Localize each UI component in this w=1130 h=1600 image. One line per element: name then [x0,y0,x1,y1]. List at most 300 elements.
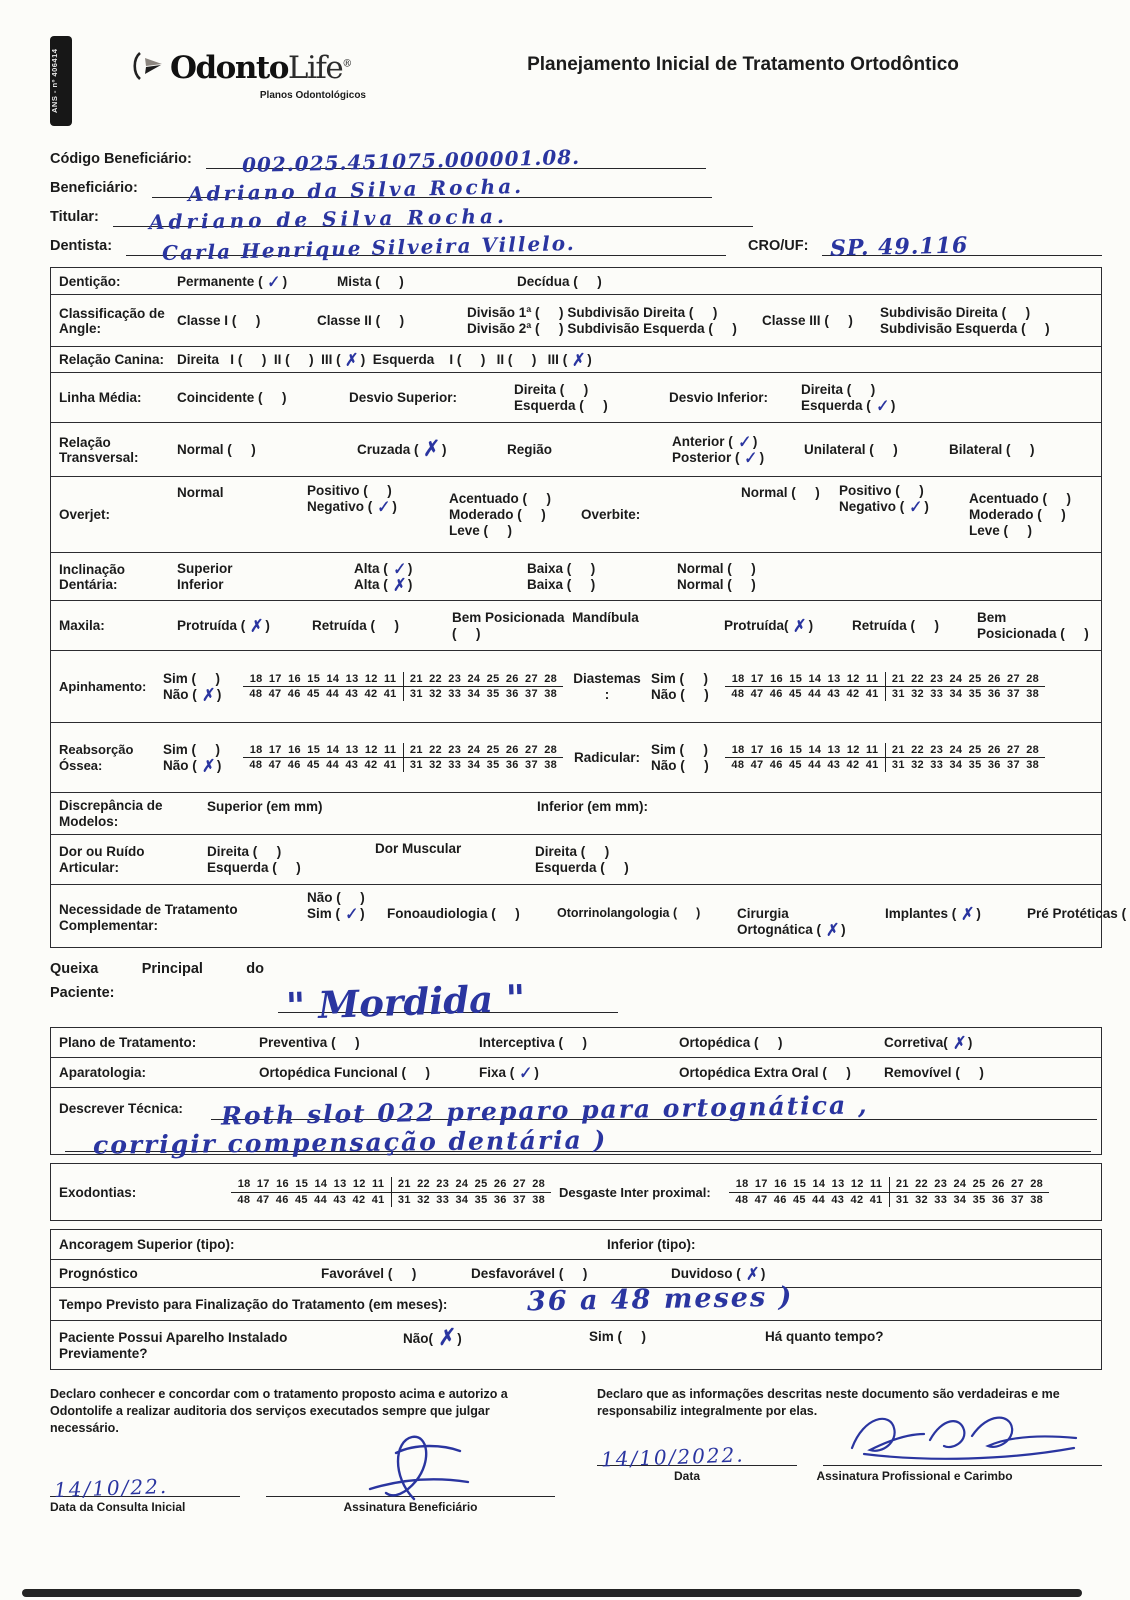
diastemas-label [563,671,651,702]
checkbox-divisao1 [467,305,564,320]
checkbox-overjet-positivo [307,483,449,498]
date-value: 14/10/2022. [600,1442,746,1472]
row-plano [51,1028,1101,1058]
maxila-protruida-mark: ✗ [247,616,264,636]
reabsorcao-label-1: Reabsorção [59,742,134,757]
teeth-upper-left: 21 22 23 24 25 26 27 28 [403,743,563,757]
canina-iii1-label: III [321,352,333,367]
ortopedica-extra-oral-label: Ortopédica Extra Oral [679,1065,819,1080]
teeth-lower-right: 48 47 46 45 44 43 42 41 [237,1193,385,1206]
posterior-mark: ✓ [741,448,758,468]
checkbox-alta-inferior [354,575,527,595]
beneficiary-signature-label: Assinatura Beneficiário [343,1499,478,1514]
mandibula-bem-label1: Bem [977,610,1007,625]
transversal-label-text: Relação Transversal: [59,434,139,465]
radicular-nao-label: Não [651,758,677,773]
checkbox-subdiv-esquerda2 [880,321,1097,336]
declaration-left [50,1386,555,1514]
checkbox-implantes [885,904,1027,924]
canina-ii1-mark [294,364,306,366]
divisao2-mark [544,333,556,335]
subdiv-direita1-mark [697,317,709,319]
diastemas-nao-mark [689,699,701,701]
baixa-superior-mark [575,573,587,575]
dentista-value: Carla Henrique Silveira Villelo. [161,230,576,266]
checkbox-unilateral [804,442,949,457]
canina-esquerda-label: Esquerda [372,352,435,367]
exodontias-box [50,1163,1102,1221]
inclinacao-alta [354,559,527,595]
dor-direita-label: Direita [207,844,250,859]
ha-quanto-tempo-label: Há quanto tempo? [765,1329,884,1344]
checkbox-dinf-esquerda [801,396,1097,416]
radicular-simnao [651,742,725,773]
row-discrepancia [51,793,1101,835]
corretiva-mark: ✗ [950,1033,966,1053]
divisao2-label: Divisão 2ª [467,321,532,336]
overbite-pos-neg [839,479,969,517]
professional-signature-label: Assinatura Profissional e Carimbo [816,1468,1013,1483]
odontolife-logo [130,48,380,101]
necessidade-label-2: Complementar: [59,918,159,933]
aparatologia-label: Aparatologia: [59,1065,147,1080]
dor-articular-options [207,844,375,875]
divisao1-mark [544,317,556,319]
teeth-lower-right: 48 47 46 45 44 43 42 41 [249,688,397,700]
reabsorcao-sim-label: Sim [163,742,188,757]
checkbox-normal-transv [177,442,357,457]
declarations [50,1386,1102,1514]
checkbox-removivel [884,1065,1097,1080]
classe2-mark [384,325,396,327]
teeth-lower-left: 31 32 33 34 35 36 37 38 [403,758,563,772]
canina-ii1-label: II [273,352,282,367]
clinical-table [50,267,1118,948]
ancoragem-superior-label: Ancoragem Superior (tipo): [59,1237,235,1252]
preventiva-mark [340,1047,352,1049]
canina-direita-label: Direita [177,352,220,367]
maxila-bem-mark [461,638,473,640]
interceptiva-mark [567,1047,579,1049]
interceptiva-label: Interceptiva [479,1035,555,1050]
teeth-lower-right: 48 47 46 45 44 43 42 41 [735,1193,883,1206]
dsup-direita-mark [568,394,580,396]
checkbox-subdiv-direita1 [567,305,717,320]
checkbox-diastemas-nao [651,687,725,702]
teeth-lower-right: 48 47 46 45 44 43 42 41 [249,759,397,771]
checkbox-divisao2 [467,321,564,336]
inclinacao-baixa [527,561,677,592]
checkbox-permanente [177,271,337,292]
checkbox-corretiva [884,1033,1097,1053]
alta-inferior-label: Alta [354,577,380,592]
checkbox-classe3 [762,313,880,328]
maxila-retruida-label: Retruída [312,618,367,633]
declaration-right-text: Declaro que as informações descritas neste documento são verdadeiras e me responsabiliz integralmente por elas. [597,1387,1060,1418]
checkbox-dor-direita [207,844,375,859]
checkbox-alta-superior [354,559,527,579]
teeth-lower-left: 31 32 33 34 35 36 37 38 [889,1193,1049,1207]
checkbox-mandibula-retruida [852,618,977,633]
aparelho-label [59,1330,403,1361]
unilateral-mark [878,454,890,456]
apinhamento-nao-mark: ✗ [199,685,215,705]
beneficiario-label: Beneficiário: [50,180,138,196]
plano-box [50,1027,1102,1160]
tecnica-value-1: Roth slot 022 preparo para ortognática , [220,1090,869,1131]
muscular-esquerda-label: Esquerda [535,860,597,875]
cruzada-label: Cruzada [357,442,411,457]
teeth-upper-right: 18 17 16 15 14 13 12 11 [735,1178,883,1191]
subdiv-esquerda2-mark [1030,333,1042,335]
maxila-bem-label: Bem Posicionada [452,610,565,625]
angle-subdivisoes [880,305,1097,336]
canina-i1-label: I [230,352,235,367]
cruzada-mark: ✗ [420,436,441,462]
normal-superior-mark [736,573,748,575]
field-titular [50,198,1102,235]
necessidade-label-1: Necessidade de Tratamento [59,902,238,917]
checkbox-fonoaudiologia [387,906,557,921]
classe1-mark [240,325,252,327]
normal-superior-label: Normal [677,561,724,576]
necessidade-nao-label: Não [307,890,333,905]
subdiv-direita2-mark [1010,317,1022,319]
overbite-moderado-mark [1046,519,1058,521]
checkbox-necessidade-nao [307,890,1130,905]
checkbox-canina-esq-i [449,352,485,367]
checkbox-normal-superior [677,561,1097,576]
overbite-acentuado-label: Acentuado [969,491,1039,506]
overjet-negativo-label: Negativo [307,499,365,514]
transversal-label [59,435,177,465]
checkbox-mandibula-protruida [724,616,852,636]
row-exodontias [51,1164,1101,1220]
cirurgia-label-2: Ortognática [737,922,813,937]
overjet-positivo-mark [372,495,384,497]
linha-media-label: Linha Média: [59,390,142,405]
checkbox-cirurgia-ortognatica [737,906,885,940]
radicular-sim-label: Sim [651,742,676,757]
row-canina [51,347,1101,373]
cirurgia-label-1: Cirurgia [737,906,789,921]
dor-esquerda-label: Esquerda [207,860,269,875]
titular-value: Adriano de Silva Rocha. [148,203,508,235]
declaration-right [597,1386,1102,1514]
pre-proteticas-label: Pré Protéticas [1027,906,1118,921]
maxila-retruida-mark [379,630,391,632]
dentista-label: Dentista: [50,238,113,254]
teeth-upper-right: 18 17 16 15 14 13 12 11 [249,743,397,756]
maxila-bem-posicionada [452,610,724,641]
apinhamento-nao-label: Não [163,687,189,702]
queixa-word-4: Paciente: [50,985,115,1001]
checkbox-overbite-positivo [839,483,969,498]
teeth-grid-radicular [725,743,1045,773]
exodontias-label: Exodontias: [59,1184,137,1200]
cirurgia-mark: ✗ [823,920,839,940]
normal-inferior-label: Normal [677,577,724,592]
subdiv-esquerda1-mark [717,333,729,335]
normal-inferior-mark [736,589,748,591]
necessidade-options [307,890,1130,940]
dor-label-2: Articular: [59,860,120,875]
anterior-label: Anterior [672,434,725,449]
teeth-lower-left: 31 32 33 34 35 36 37 38 [885,687,1045,701]
row-denticao [51,268,1101,295]
subdiv-esquerda1-label: Subdivisão Esquerda [567,321,705,336]
radicular-sim-mark [688,754,700,756]
tecnica-value-2: corrigir compensação dentária ) [92,1125,608,1160]
classe3-label: Classe III [762,313,821,328]
dor-muscular-options [535,844,1097,875]
date-line [597,1440,797,1472]
checkbox-overjet-moderado [449,507,581,522]
teeth-lower-left: 31 32 33 34 35 36 37 38 [885,758,1045,772]
field-dentista [50,227,1102,266]
teeth-lower-left: 31 32 33 34 35 36 37 38 [403,687,563,701]
row-aparatologia [51,1058,1101,1088]
mista-mark [384,285,396,287]
dinf-direita-mark [855,394,867,396]
checkbox-radicular-nao [651,758,725,773]
declaration-left-text: Declaro conhecer e concordar com o tratamento proposto acima e autorizo a Odontolife a realizar auditoria dos serviços executados sempre que julgar necessário. [50,1387,508,1435]
row-ancoragem [51,1230,1101,1260]
consulta-date-value: 14/10/22. [53,1473,169,1502]
professional-signature-line [823,1440,1102,1466]
beneficiary-signature-line [266,1471,555,1497]
subdiv-direita2-label: Subdivisão Direita [880,305,998,320]
tecnica-label: Descrever Técnica: [59,1101,183,1116]
dinf-esquerda-mark: ✓ [873,396,889,416]
ancoragem-inferior-label: Inferior (tipo): [607,1237,696,1252]
checkbox-subdiv-esquerda1 [567,321,737,336]
teeth-grid-diastemas [725,672,1045,702]
angle-divisoes [467,305,762,336]
apinhamento-simnao [163,671,243,705]
fixa-label: Fixa [479,1065,507,1080]
dentista-line [126,229,726,266]
discrepancia-inferior-label: Inferior (em mm): [537,799,649,814]
checkbox-canina-dir-i [230,352,266,367]
checkbox-mista [337,274,517,289]
diastemas-nao-label: Não [651,687,677,702]
checkbox-overbite-acentuado [969,491,1097,506]
desfavoravel-mark [567,1278,579,1280]
checkbox-overjet-acentuado [449,491,581,506]
canina-iii2-mark: ✗ [569,350,586,370]
overbite-negativo-mark: ✓ [906,497,923,517]
decidua-label: Decídua [517,273,570,289]
inclinacao-label: Inclinação Dentária: [59,561,126,592]
teeth-grid-apinhamento [243,672,563,702]
teeth-grid-desgaste [729,1177,1049,1207]
checkbox-posterior [672,448,804,468]
checkbox-maxila-retruida [312,618,452,633]
checkbox-dsup-direita [514,382,669,397]
teeth-upper-right: 18 17 16 15 14 13 12 11 [237,1178,385,1191]
checkbox-overjet-leve [449,523,581,538]
ans-badge: ANS - nº 406414 [50,36,72,126]
necessidade-label [59,890,307,933]
teeth-grid-reabsorcao [243,743,563,773]
overbite-acentuado-mark [1051,503,1063,505]
checkbox-radicular-sim [651,742,725,757]
posterior-label: Posterior [672,450,732,465]
teeth-grid-exodontias [231,1177,551,1207]
overjet-pos-neg [307,479,449,517]
overbite-intensidade [969,491,1097,538]
dor-esquerda-mark [281,872,293,874]
tempo-label: Tempo Previsto para Finalização do Tratamento (em meses): [59,1296,448,1312]
teeth-lower-right: 48 47 46 45 44 43 42 41 [731,759,879,771]
denticao-label: Dentição: [59,273,121,289]
angle-label: Classificação de Angle: [59,305,165,336]
logo-life: Life [287,50,343,86]
reabsorcao-simnao [163,742,243,776]
checkbox-diastemas-sim [651,671,725,686]
checkbox-ortopedica-funcional [259,1065,479,1080]
canina-iii1-mark: ✗ [343,350,359,370]
scan-edge-bar [22,1589,1082,1597]
checkbox-muscular-esquerda [535,860,1097,875]
queixa-word-3: do [246,961,264,977]
checkbox-otorrinolangologia [557,906,699,920]
queixa-value: " Mordida " [285,975,526,1029]
apinhamento-sim-label: Sim [163,671,188,686]
dor-direita-mark [261,856,273,858]
checkbox-anterior [672,432,804,452]
overjet-leve-mark [492,535,504,537]
row-inclinacao [51,553,1101,601]
overjet-intensidade [449,491,581,538]
discrepancia-label-1: Discrepância de [59,798,163,813]
preventiva-label: Preventiva [259,1035,328,1050]
overjet-negativo-mark: ✓ [374,497,391,517]
radicular-nao-mark [689,770,701,772]
checkbox-decidua [517,274,602,289]
removivel-mark [964,1077,976,1079]
baixa-inferior-mark [575,589,587,591]
reabsorcao-nao-label: Não [163,758,189,773]
diastemas-label-1: Diastemas [573,671,641,686]
beneficiario-value: Adriano da Silva Rocha. [187,173,525,207]
desvio-superior-label: Desvio Superior: [349,390,458,405]
canina-i1-mark [246,364,258,366]
baixa-inferior-label: Baixa [527,577,564,592]
dor-muscular-label: Dor Muscular [375,841,462,856]
muscular-esquerda-mark [609,872,621,874]
row-linha-media [51,373,1101,423]
anterior-mark: ✓ [735,432,751,452]
row-necessidade [51,885,1118,947]
otorrinolangologia-label: Otorrinolangologia [557,906,670,920]
beneficiario-line [152,171,712,207]
row-dor [51,835,1101,885]
checkbox-overbite-normal [741,479,839,500]
checkbox-ortopedica [679,1035,884,1050]
implantes-mark: ✗ [958,904,975,924]
aparelho-label-2: Previamente? [59,1345,148,1361]
tempo-line [487,1281,1097,1318]
canina-i2-mark [465,364,477,366]
dinf-direita-label: Direita [801,382,844,397]
inclinacao-normal [677,561,1097,592]
logo-odonto: Odonto [170,50,288,86]
checkbox-reabsorcao-sim [163,742,243,757]
dsup-esquerda-label: Esquerda [514,398,576,413]
titular-label: Titular: [50,209,99,225]
row-tempo [51,1281,1101,1321]
plano-label: Plano de Tratamento: [59,1035,197,1050]
baixa-superior-label: Baixa [527,561,564,576]
alta-superior-mark: ✓ [390,559,406,579]
row-reabsorcao [51,723,1101,793]
removivel-label: Removível [884,1065,952,1080]
overjet-normal-label: Normal [177,485,224,500]
classe3-mark [833,325,845,327]
regiao-options [672,432,804,468]
discrepancia-superior-label: Superior (em mm) [207,799,323,814]
dor-label [59,844,207,875]
professional-signature [838,1404,1088,1473]
codigo-line [206,142,706,178]
dinf-esquerda-label: Esquerda [801,398,863,413]
row-prognostico [51,1260,1101,1288]
codigo-value: 002.025.451075.000001.08. [241,144,581,178]
apinhamento-label: Apinhamento: [59,679,147,694]
checkbox-dor-esquerda [207,860,375,875]
favoravel-mark [396,1278,408,1280]
permanente-label: Permanente [177,273,255,289]
checkbox-baixa-superior [527,561,677,576]
muscular-direita-label: Direita [535,844,578,859]
date-label: Data [673,1468,700,1483]
teeth-upper-left: 21 22 23 24 25 26 27 28 [889,1177,1049,1191]
consulta-date-label: Data da Consulta Inicial [50,1499,186,1514]
normal-transv-label: Normal [177,442,224,457]
checkbox-overjet-negativo [307,497,449,517]
corretiva-label: Corretiva [884,1035,944,1050]
dsup-esquerda-mark [588,410,600,412]
logo-text [170,50,351,86]
field-beneficiario [50,169,1102,207]
row-overjet-overbite [51,477,1101,553]
overbite-positivo-mark [904,495,916,497]
overjet-acentuado-label: Acentuado [449,491,519,506]
bilateral-mark [1015,454,1027,456]
canina-ii2-mark [516,364,528,366]
favoravel-label: Favorável [321,1266,385,1281]
inclinacao-superior-label: Superior [177,561,233,576]
mandibula-retruida-mark [919,630,931,632]
canina-iii2-label: III [547,352,559,367]
maxila-protruida-label: Protruída [177,618,238,633]
canina-i2-label: I [449,352,454,367]
final-box [50,1229,1102,1370]
diastemas-label-2: : [604,687,610,702]
checkbox-classe2 [317,313,467,328]
desfavoravel-label: Desfavorável [471,1266,556,1281]
checkbox-canina-dir-iii [321,350,365,370]
crouf-label: CRO/UF: [748,238,809,254]
aparelho-nao-label: Não [403,1331,429,1346]
checkbox-pre-proteticas [1027,906,1130,921]
necessidade-sim-label: Sim [307,906,332,921]
checkbox-duvidoso [671,1264,1097,1284]
overbite-label: Overbite: [581,507,641,522]
radicular-label: Radicular: [573,750,641,765]
